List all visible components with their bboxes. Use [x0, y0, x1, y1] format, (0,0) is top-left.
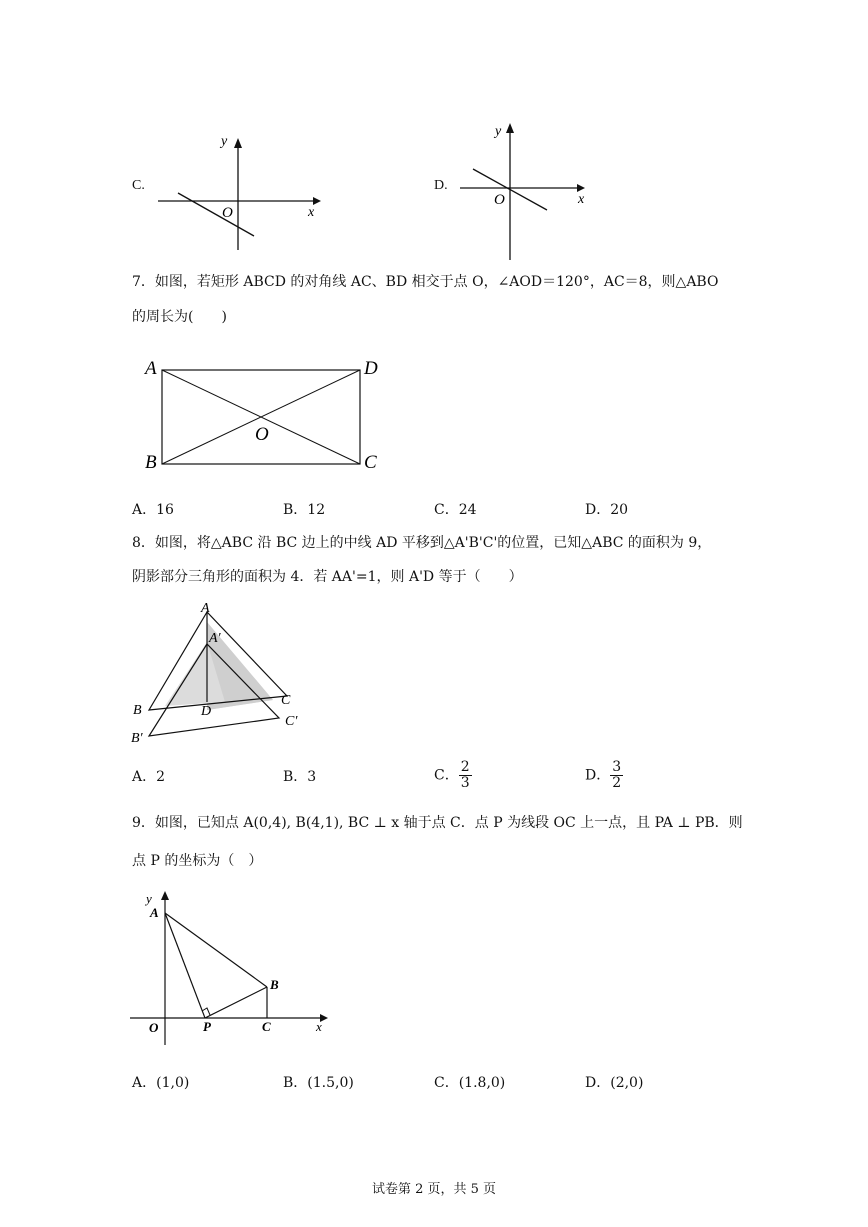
option-label: B． [283, 502, 308, 518]
option-label: A． [132, 769, 157, 785]
option-label: D． [585, 767, 611, 784]
fraction [459, 760, 472, 791]
option-value: (1.5,0) [307, 1075, 354, 1091]
q8-option-c[interactable] [434, 760, 472, 791]
q6d-x-label: x [578, 192, 585, 207]
q6c-origin-label: O [222, 205, 233, 221]
q7-label-b: B [145, 452, 157, 473]
fraction-denominator: 3 [460, 775, 470, 791]
option-label: C． [434, 767, 459, 784]
q7-label-o: O [255, 424, 269, 445]
q7-option-b[interactable] [283, 500, 325, 520]
q7-option-c[interactable] [434, 500, 477, 520]
q9-label-y: y [146, 891, 152, 906]
q9-stem-line2: 点 P 的坐标为（ ） [132, 853, 263, 869]
option-value: (1.8,0) [458, 1075, 506, 1091]
page-footer: 试卷第 2 页，共 5 页 [371, 1182, 497, 1197]
q7-stem-line1: 7．如图，若矩形 ABCD 的对角线 AC、BD 相交于点 O，∠AOD＝120°，AC＝8，则△ABO [132, 274, 719, 290]
q8-label-c: C [281, 693, 291, 708]
q7-rectangle-figure [140, 350, 400, 480]
option-label: C． [434, 502, 459, 518]
q8-stem-line2: 阴影部分三角形的面积为 4．若 AA'=1，则 A'D 等于（ ） [132, 569, 523, 585]
q7-option-a[interactable] [132, 500, 174, 520]
q8-translation-figure [125, 598, 325, 748]
option-value: 24 [458, 502, 477, 518]
q8-option-a[interactable] [132, 767, 165, 787]
q8-label-a: A [201, 601, 210, 616]
q7-option-d[interactable] [585, 500, 628, 520]
q9-coordinate-figure [125, 885, 335, 1045]
option-value: (2,0) [610, 1075, 644, 1091]
q6-option-c-label: C. [132, 178, 145, 193]
q9-option-d[interactable] [585, 1073, 643, 1093]
q9-label-o: O [149, 1020, 159, 1035]
q8-label-c-prime: C′ [285, 714, 298, 729]
q9-stem-line1: 9．如图，已知点 A(0,4), B(4,1), BC ⊥ x 轴于点 C．点 P 为线段 OC 上一点，且 PA ⊥ PB．则 [132, 815, 743, 831]
fraction-denominator: 2 [612, 775, 622, 791]
q8-label-a-prime: A′ [209, 631, 221, 646]
option-label: C． [434, 1075, 459, 1091]
option-value: 3 [307, 769, 317, 785]
q9-label-p: P [203, 1019, 211, 1034]
option-value: 20 [610, 502, 629, 518]
q9-option-c[interactable] [434, 1073, 505, 1093]
option-label: A． [132, 1075, 157, 1091]
q9-label-c: C [262, 1019, 271, 1034]
q8-label-b-prime: B′ [131, 731, 143, 746]
option-label: B． [283, 1075, 308, 1091]
q8-stem-line1: 8．如图，将△ABC 沿 BC 边上的中线 AD 平移到△A'B'C'的位置，已知△ABC 的面积为 9， [132, 535, 712, 551]
option-label: B． [283, 769, 308, 785]
fraction-numerator: 3 [612, 759, 622, 775]
q9-label-x: x [316, 1019, 322, 1034]
q6-graph-c [150, 130, 330, 260]
option-value: (1,0) [156, 1075, 190, 1091]
option-label: A． [132, 502, 157, 518]
option-value: 12 [307, 502, 326, 518]
q7-label-d: D [364, 358, 378, 379]
option-value: 16 [156, 502, 174, 518]
fraction [610, 760, 623, 791]
q6c-x-label: x [308, 205, 315, 220]
q6c-y-label: y [221, 134, 228, 149]
q7-stem-line2: 的周长为( ) [132, 309, 227, 325]
q8-option-d[interactable] [585, 760, 623, 791]
q6d-y-label: y [495, 124, 502, 139]
q6-option-d-label: D. [434, 178, 448, 193]
option-label: D． [585, 1075, 611, 1091]
q6-graph-d [455, 118, 605, 263]
q8-label-d: D [201, 704, 212, 719]
q8-option-b[interactable] [283, 767, 316, 787]
q9-option-b[interactable] [283, 1073, 354, 1093]
q9-label-a: A [150, 905, 159, 920]
option-value: 2 [156, 769, 166, 785]
q6d-origin-label: O [494, 192, 505, 208]
q8-label-b: B [133, 703, 142, 718]
fraction-numerator: 2 [460, 759, 470, 775]
q9-label-b: B [270, 977, 279, 992]
q7-label-a: A [145, 358, 157, 379]
q7-label-c: C [364, 452, 377, 473]
option-label: D． [585, 502, 611, 518]
q9-option-a[interactable] [132, 1073, 189, 1093]
